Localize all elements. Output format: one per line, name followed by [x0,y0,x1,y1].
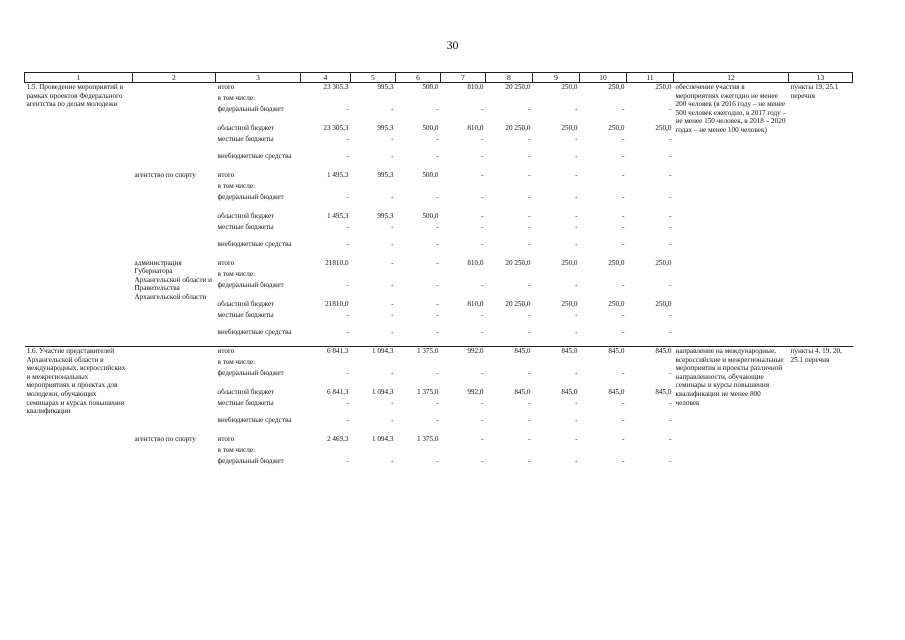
header-cell: 8 [486,73,533,83]
amount-cell: 845,0 [486,347,533,358]
amount-cell: - [622,151,625,160]
amount-cell: 6 841,3 [301,347,351,358]
amount-cell: - [622,310,625,319]
amount-cell [627,358,674,369]
amount-cell: - [669,398,672,407]
funding-source: федеральный бюджет [217,104,284,113]
amount-cell: - [346,222,349,231]
funding-source: в том числе: [217,269,255,278]
amount-cell [441,358,486,369]
amount-cell: - [575,239,578,248]
amount-cell: 810,0 [467,299,484,308]
amount-cell: 845,0 [514,387,531,396]
amount-cell [441,270,486,281]
amount-cell: - [575,280,578,289]
amount-cell: - [622,192,625,201]
amount-cell: - [481,151,484,160]
amount-cell: - [622,398,625,407]
amount-cell: - [481,280,484,289]
amount-cell: 810,0 [467,123,484,132]
header-cell: 3 [216,73,301,83]
amount-cell [396,270,441,281]
reference-cell: пункты 19, 25.1 перечня [789,83,853,347]
amount-cell: 845,0 [561,387,578,396]
amount-cell: - [622,368,625,377]
amount-cell: - [528,134,531,143]
expected-result: направление на международные, всероссийские и межрегиональные мероприятия и проекты различной направленности, обучающие семинары и курсы повышения квалификации не менее 800 человек [674,347,789,476]
funding-source: внебюджетные средства [217,239,292,248]
amount-cell: 1 094,3 [371,387,394,396]
amount-cell: - [481,211,484,220]
amount-cell: - [575,192,578,201]
amount-cell: - [528,310,531,319]
amount-cell: - [528,398,531,407]
amount-cell: 23 305,3 [301,83,351,94]
amount-cell: - [669,434,672,443]
amount-cell: - [622,211,625,220]
program-table [24,72,853,476]
amount-cell: - [391,239,394,248]
funding-source: итого [216,83,301,94]
amount-cell: 500,0 [422,211,439,220]
amount-cell: - [391,280,394,289]
amount-cell: - [669,368,672,377]
amount-cell [301,182,351,193]
executor-cell: агентство по спорту [134,170,196,179]
amount-cell [301,358,351,369]
amount-cell: - [391,368,394,377]
amount-cell: - [436,151,439,160]
amount-cell [351,358,396,369]
amount-cell: - [346,280,349,289]
funding-source: местные бюджеты [217,310,274,319]
amount-cell: - [436,398,439,407]
header-row [25,73,853,83]
amount-cell: - [481,222,484,231]
amount-cell: 810,0 [441,83,486,94]
amount-cell: - [436,280,439,289]
header-cell: 13 [789,73,853,83]
amount-cell: - [346,327,349,336]
amount-cell: 20 250,0 [505,123,531,132]
amount-cell: - [669,415,672,424]
activity-name: 1.6. Участие представителей Архангельской области в международных, всероссийских и межрегиональных мероприятиях и проектах для молодежи, обучающих семинарах и курсах повышения квалификации [25,347,133,476]
amount-cell: - [436,222,439,231]
amount-cell: 250,0 [561,299,578,308]
amount-cell: - [528,211,531,220]
amount-cell [441,94,486,105]
header-cell: 5 [351,73,396,83]
funding-source: в том числе: [217,93,255,102]
expected-result: обеспечение участия в мероприятиях ежегодно не менее 200 человек (в 2016 году – не менее 500 человек ежегодно, в 2017 году – не менее 150 человек, в 2018 – 2020 годах – не менее 100 человек) [674,83,789,347]
funding-source: внебюджетные средства [217,415,292,424]
amount-cell [486,94,533,105]
amount-cell: - [669,134,672,143]
amount-cell [486,446,533,457]
amount-cell: - [481,415,484,424]
amount-cell: 500,0 [422,170,439,179]
amount-cell: 810,0 [467,258,484,267]
amount-cell: - [575,310,578,319]
amount-cell: - [575,434,578,443]
amount-cell: - [575,211,578,220]
amount-cell: - [346,368,349,377]
amount-cell [351,270,396,281]
funding-source: в том числе: [217,445,255,454]
amount-cell: - [481,398,484,407]
funding-source: областной бюджет [217,387,275,396]
amount-cell: - [391,104,394,113]
funding-source: областной бюджет [217,123,275,132]
amount-cell: 23 305,3 [323,123,349,132]
amount-cell: - [528,368,531,377]
amount-cell: - [481,456,484,465]
amount-cell: - [346,239,349,248]
amount-cell [396,358,441,369]
amount-cell: - [436,327,439,336]
amount-cell: - [622,134,625,143]
amount-cell: - [481,134,484,143]
amount-cell: 500,0 [422,123,439,132]
amount-cell: - [669,456,672,465]
amount-cell: - [436,368,439,377]
amount-cell: - [528,280,531,289]
header-cell: 6 [396,73,441,83]
amount-cell: - [528,222,531,231]
amount-cell: - [528,104,531,113]
amount-cell: - [528,192,531,201]
executor-cell [133,83,216,171]
amount-cell: 992,0 [441,347,486,358]
amount-cell: 250,0 [608,123,625,132]
amount-cell [486,270,533,281]
funding-source: итого [217,258,235,267]
amount-cell: - [669,170,672,179]
amount-cell: - [391,327,394,336]
table-body [25,73,853,476]
amount-cell: - [669,310,672,319]
amount-cell: - [575,398,578,407]
reference-cell: пункты 4, 19, 20, 25.1 перечня [789,347,853,476]
amount-cell: - [436,456,439,465]
amount-cell: - [622,415,625,424]
amount-cell: - [436,310,439,319]
amount-cell: - [481,239,484,248]
amount-cell: 250,0 [608,299,625,308]
amount-cell: - [481,310,484,319]
amount-cell: - [575,415,578,424]
amount-cell: - [346,310,349,319]
amount-cell [533,358,580,369]
amount-cell: 250,0 [533,83,580,94]
amount-cell: - [481,368,484,377]
amount-cell: - [528,327,531,336]
amount-cell [627,182,674,193]
amount-cell [351,446,396,457]
amount-cell [533,270,580,281]
activity-name: 1.5. Проведение мероприятий в рамках проектов Федерального агентства по делам молодежи [25,83,133,347]
amount-cell [580,358,627,369]
amount-cell [627,446,674,457]
amount-cell: - [528,456,531,465]
amount-cell: 250,0 [655,299,672,308]
amount-cell [627,94,674,105]
amount-cell: - [436,134,439,143]
header-cell: 12 [674,73,789,83]
amount-cell: - [346,398,349,407]
amount-cell: - [622,239,625,248]
amount-cell: 845,0 [580,347,627,358]
amount-cell: - [436,415,439,424]
amount-cell: - [346,456,349,465]
amount-cell: 845,0 [655,387,672,396]
amount-cell: 1 375,0 [416,434,439,443]
amount-cell: - [669,239,672,248]
amount-cell: - [391,192,394,201]
amount-cell: - [436,299,439,308]
funding-source: областной бюджет [217,211,275,220]
amount-cell: - [622,280,625,289]
funding-source: внебюджетные средства [217,151,292,160]
amount-cell: - [346,192,349,201]
amount-cell: 995,3 [351,83,396,94]
amount-cell: - [436,192,439,201]
amount-cell: - [391,310,394,319]
amount-cell [351,94,396,105]
amount-cell: 250,0 [580,83,627,94]
amount-cell: 20 250,0 [505,258,531,267]
amount-cell: 500,0 [396,83,441,94]
amount-cell: - [481,192,484,201]
amount-cell [580,446,627,457]
header-cell: 11 [627,73,674,83]
amount-cell: - [436,239,439,248]
amount-cell [533,182,580,193]
header-cell: 7 [441,73,486,83]
amount-cell: - [622,434,625,443]
amount-cell: - [391,299,394,308]
amount-cell: - [391,398,394,407]
amount-cell: - [669,211,672,220]
funding-source: федеральный бюджет [217,192,284,201]
table-row [25,83,853,94]
amount-cell: - [669,104,672,113]
amount-cell: - [669,222,672,231]
amount-cell: 20 250,0 [505,299,531,308]
amount-cell: 1 094,3 [371,434,394,443]
header-cell: 1 [25,73,133,83]
header-cell: 9 [533,73,580,83]
amount-cell [580,94,627,105]
amount-cell: - [669,327,672,336]
amount-cell: - [346,104,349,113]
amount-cell: 992,0 [467,387,484,396]
amount-cell: 995,3 [377,211,394,220]
amount-cell: 250,0 [655,123,672,132]
amount-cell: - [575,134,578,143]
funding-source: местные бюджеты [217,134,274,143]
page-number: 30 [446,38,459,52]
amount-cell [396,182,441,193]
amount-cell: 250,0 [627,83,674,94]
amount-cell: - [391,151,394,160]
amount-cell: 21810,0 [325,258,349,267]
header-cell: 2 [133,73,216,83]
amount-cell: - [528,434,531,443]
amount-cell [486,182,533,193]
amount-cell: - [575,222,578,231]
amount-cell: - [622,104,625,113]
amount-cell: - [528,415,531,424]
amount-cell: 1 495,3 [326,170,349,179]
amount-cell [301,446,351,457]
amount-cell: - [346,415,349,424]
funding-source: в том числе: [217,181,255,190]
amount-cell: 250,0 [608,258,625,267]
funding-source: федеральный бюджет [217,280,284,289]
amount-cell: 845,0 [608,387,625,396]
funding-source: в том числе: [217,357,255,366]
amount-cell: 20 250,0 [486,83,533,94]
amount-cell: - [622,327,625,336]
amount-cell: - [346,151,349,160]
amount-cell: - [575,368,578,377]
amount-cell [533,94,580,105]
amount-cell: 6 841,3 [326,387,349,396]
amount-cell: - [622,170,625,179]
funding-source: федеральный бюджет [217,456,284,465]
amount-cell: - [391,415,394,424]
funding-source: итого [217,434,235,443]
executor-cell [133,347,216,435]
amount-cell: 250,0 [561,123,578,132]
amount-cell [301,94,351,105]
funding-source: местные бюджеты [217,398,274,407]
amount-cell: 1 375,0 [416,387,439,396]
amount-cell: - [575,327,578,336]
amount-cell: 845,0 [627,347,674,358]
amount-cell: - [528,239,531,248]
amount-cell: - [528,170,531,179]
amount-cell [396,94,441,105]
amount-cell: 995,3 [377,123,394,132]
amount-cell: - [481,170,484,179]
amount-cell: - [622,456,625,465]
amount-cell: 995,3 [377,170,394,179]
amount-cell: - [575,170,578,179]
amount-cell: 2 469,3 [326,434,349,443]
amount-cell: - [575,104,578,113]
amount-cell [627,270,674,281]
amount-cell: - [669,280,672,289]
amount-cell: 1 375,0 [396,347,441,358]
amount-cell [486,358,533,369]
funding-source: областной бюджет [217,299,275,308]
funding-source: местные бюджеты [217,222,274,231]
amount-cell: - [669,151,672,160]
amount-cell: - [481,327,484,336]
table-row [25,347,853,358]
amount-cell: 250,0 [655,258,672,267]
amount-cell: - [575,456,578,465]
executor-cell: агентство по спорту [134,434,196,443]
amount-cell: 1 495,3 [326,211,349,220]
amount-cell: - [622,222,625,231]
amount-cell: - [481,104,484,113]
amount-cell [533,446,580,457]
amount-cell: - [481,434,484,443]
amount-cell [301,270,351,281]
funding-source: внебюджетные средства [217,327,292,336]
amount-cell: - [669,192,672,201]
amount-cell [580,270,627,281]
amount-cell: 250,0 [561,258,578,267]
amount-cell: - [391,134,394,143]
amount-cell: - [391,258,394,267]
amount-cell [351,182,396,193]
amount-cell: - [346,134,349,143]
header-cell: 4 [301,73,351,83]
amount-cell: - [575,151,578,160]
amount-cell: - [436,258,439,267]
amount-cell: - [391,456,394,465]
executor-cell: администрация Губернатора Архангельской области и Правительства Архангельской области [134,258,212,301]
amount-cell [441,446,486,457]
header-cell: 10 [580,73,627,83]
amount-cell: 1 094,3 [351,347,396,358]
amount-cell: - [436,104,439,113]
funding-source: федеральный бюджет [217,368,284,377]
amount-cell: 845,0 [533,347,580,358]
amount-cell [396,446,441,457]
amount-cell: 21810,0 [325,299,349,308]
funding-source: итого [216,347,301,358]
funding-source: итого [217,170,235,179]
amount-cell: - [528,151,531,160]
amount-cell [580,182,627,193]
amount-cell [441,182,486,193]
amount-cell: - [391,222,394,231]
